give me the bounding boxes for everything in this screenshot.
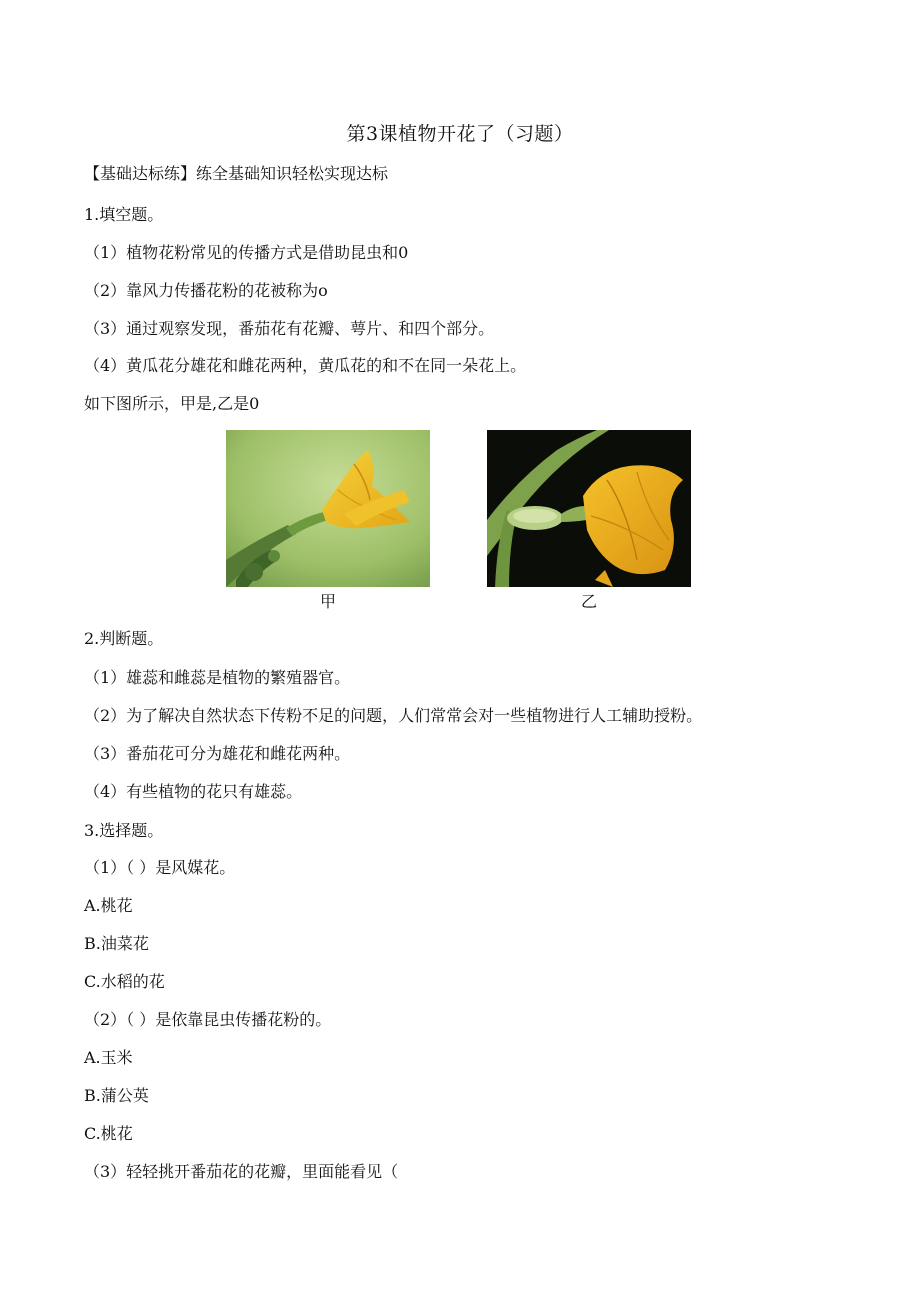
figure-caption-jia: 甲 xyxy=(319,592,336,611)
q1-item-3: （3）通过观察发现，番茄花有花瓣、萼片、和四个部分。 xyxy=(84,319,495,338)
q3-sub2-option-a: A.玉米 xyxy=(84,1048,133,1067)
section-banner: 【基础达标练】练全基础知识轻松实现达标 xyxy=(84,164,389,183)
q3-sub1-option-c: C.水稻的花 xyxy=(84,972,165,991)
page-title: 第3课植物开花了（习题） xyxy=(346,123,574,145)
female-flower-image xyxy=(487,430,691,587)
figure-female-flower xyxy=(487,430,691,587)
q3-sub2-option-b: B.蒲公英 xyxy=(84,1086,149,1105)
q3-sub3-stem: （3）轻轻挑开番茄花的花瓣，里面能看见（ xyxy=(84,1162,399,1181)
male-flower-image xyxy=(226,430,430,587)
q2-item-3: （3）番茄花可分为雄花和雌花两种。 xyxy=(84,744,351,763)
figure-male-flower xyxy=(226,430,430,587)
q1-figure-prompt: 如下图所示，甲是,乙是0 xyxy=(84,394,260,413)
q3-sub1-option-b: B.油菜花 xyxy=(84,934,149,953)
q3-sub1-option-a: A.桃花 xyxy=(84,896,133,915)
q3-sub1-stem: （1）（ ）是风媒花。 xyxy=(84,858,236,877)
q1-heading: 1.填空题。 xyxy=(84,205,164,224)
q3-heading: 3.选择题。 xyxy=(84,821,164,840)
q2-heading: 2.判断题。 xyxy=(84,629,164,648)
q1-item-2: （2）靠风力传播花粉的花被称为o xyxy=(84,281,328,300)
q2-item-1: （1）雄蕊和雌蕊是植物的繁殖器官。 xyxy=(84,668,351,687)
q1-item-4: （4）黄瓜花分雄花和雌花两种，黄瓜花的和不在同一朵花上。 xyxy=(84,356,527,375)
q3-sub2-stem: （2）（ ）是依靠昆虫传播花粉的。 xyxy=(84,1010,332,1029)
q3-sub2-option-c: C.桃花 xyxy=(84,1124,133,1143)
q2-item-4: （4）有些植物的花只有雄蕊。 xyxy=(84,782,303,801)
figure-caption-yi: 乙 xyxy=(580,592,597,611)
q2-item-2: （2）为了解决自然状态下传粉不足的问题，人们常常会对一些植物进行人工辅助授粉。 xyxy=(84,706,703,725)
q1-item-1: （1）植物花粉常见的传播方式是借助昆虫和0 xyxy=(84,243,409,262)
